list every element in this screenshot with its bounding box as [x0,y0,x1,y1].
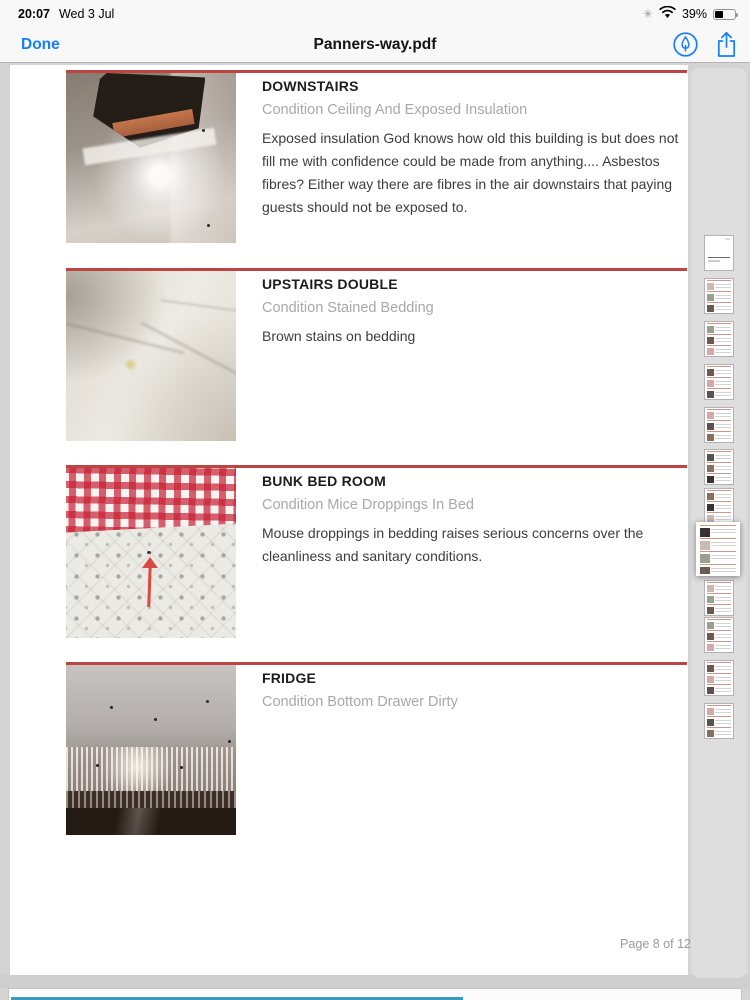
photo-ceiling-insulation [66,73,236,243]
thumb-row [707,719,731,726]
thumb-row [707,283,731,290]
thumb-rule [707,280,731,281]
thumb-row [707,412,731,419]
thumb-text-lines [715,586,731,592]
thumb-photo [707,326,714,333]
battery-icon [713,9,736,20]
thumb-text-lines [715,284,731,290]
bedding-crease [160,299,236,313]
condition-label: Condition Ceiling And Exposed Insulation [262,102,528,118]
thumb-text-lines [715,392,731,398]
bedding-crease [140,321,236,380]
thumb-rule [707,630,731,631]
photo-mouse-droppings-bed [66,468,236,638]
thumb-text-lines [711,568,736,574]
thumb-text-lines [715,505,731,511]
thumb-photo [707,337,714,344]
page-thumbnail-11[interactable] [704,660,734,696]
thumb-text-lines [715,413,731,419]
thumb-photo [707,687,714,694]
page-thumbnail-12[interactable] [704,703,734,739]
thumb-rule [707,501,731,502]
thumb-row [707,708,731,715]
thumb-cover-line [708,257,730,258]
entry-text [262,276,685,348]
page-thumbnail-6[interactable] [704,449,734,485]
battery-percent: 39% [681,7,707,21]
thumb-row [707,380,731,387]
section-body: Exposed insulation God knows how old this building is but does not fill me with confidence could be made from anything.... Asbestos fibres? Either way there are fibres in the air downstairs that paying guests should not be exposed to. [262,130,679,215]
thumb-photo [700,541,710,550]
date: Wed 3 Jul [58,7,115,21]
page-thumbnail-8[interactable] [696,522,740,576]
thumb-photo [707,633,714,640]
thumb-text-lines [715,327,731,333]
thumb-rule [707,604,731,605]
status-bar [0,0,750,26]
thumb-row [707,391,731,398]
page-thumbnail-7[interactable] [704,488,734,524]
thumb-text-lines [715,677,731,683]
thumb-photo [700,554,710,563]
thumb-photo [707,476,714,483]
section-body: Brown stains on bedding [262,328,416,344]
thumb-rule [707,727,731,728]
status-right [643,6,736,22]
thumb-text-lines [715,597,731,603]
thumb-rule [707,652,731,653]
thumb-row [707,423,731,430]
document-title: Panners-way.pdf [313,35,437,53]
condition-label: Condition Bottom Drawer Dirty [262,694,458,710]
battery-fill [715,11,723,18]
thumb-text-lines [715,666,731,672]
thumb-row [707,515,731,522]
nav-bar [0,26,750,63]
page-thumbnail-3[interactable] [704,321,734,357]
done-button[interactable]: Done [21,35,60,53]
thumb-photo [707,708,714,715]
thumb-rule [707,399,731,400]
thumb-photo [707,493,714,500]
section-title: FRIDGE [262,670,317,686]
thumb-rule [700,564,736,565]
thumb-text-lines [715,645,731,651]
thumb-rule [707,388,731,389]
fridge-back-wall [66,665,236,747]
thumb-rule [707,695,731,696]
thumb-row [707,305,731,312]
thumb-text-lines [715,634,731,640]
thumb-text-lines [715,709,731,715]
thumb-rule [707,291,731,292]
page-thumbnail-1[interactable] [704,235,734,271]
thumb-photo [707,454,714,461]
thumb-text-lines [715,306,731,312]
thumb-rule [707,462,731,463]
thumb-photo [707,730,714,737]
thumb-text-lines [715,623,731,629]
thumb-photo [707,504,714,511]
clock: 20:07 [18,7,50,21]
thumb-rule [707,420,731,421]
thumb-photo [707,585,714,592]
thumb-row [700,567,736,576]
photo-fridge-drawer [66,665,236,835]
fridge-glass-shelf [66,747,236,791]
thumb-photo [707,676,714,683]
thumb-rule [707,377,731,378]
thumb-photo [707,369,714,376]
thumb-rule [707,345,731,346]
thumb-row [707,454,731,461]
thumb-photo [700,567,710,576]
thumb-cover-mark [725,238,730,240]
activity-spinner-icon: ✳ [642,7,653,21]
thumb-row [707,585,731,592]
thumb-row [707,622,731,629]
thumb-text-lines [715,338,731,344]
thumb-photo [707,412,714,419]
section-title: UPSTAIRS DOUBLE [262,276,398,292]
thumb-text-lines [715,608,731,614]
thumb-rule [707,662,731,663]
thumbnail-strip[interactable] [691,68,747,978]
thumb-text-lines [715,435,731,441]
thumb-text-lines [715,731,731,737]
gingham-pillow [66,468,236,533]
entry-text [262,670,685,719]
page-gap [0,975,750,988]
thumb-row [707,665,731,672]
entry-text [262,78,685,219]
status-left [18,7,114,21]
dirt-specks [110,706,113,709]
thumb-photo [707,305,714,312]
thumb-rule [707,313,731,314]
thumb-row [700,554,736,563]
thumb-photo [707,465,714,472]
page-thumbnail-10[interactable] [704,617,734,653]
thumb-photo [707,622,714,629]
thumb-text-lines [715,295,731,301]
thumb-text-lines [715,370,731,376]
wifi-icon [659,6,676,22]
thumb-text-lines [715,349,731,355]
thumb-rule [707,705,731,706]
top-chrome [0,0,750,63]
thumb-text-lines [715,455,731,461]
thumb-rule [707,442,731,443]
nav-actions [672,31,738,58]
condition-label: Condition Stained Bedding [262,300,434,316]
thumb-text-lines [715,477,731,483]
thumb-photo [707,380,714,387]
entry-text [262,473,685,568]
thumb-text-lines [711,529,736,535]
page-number-footer: Page 8 of 12 [620,937,691,951]
thumb-rule [707,356,731,357]
thumb-text-lines [715,424,731,430]
thumb-rule [707,615,731,616]
thumb-row [707,607,731,614]
thumb-photo [707,294,714,301]
thumb-photo [707,283,714,290]
thumb-rule [707,641,731,642]
thumb-row [707,504,731,511]
thumb-row [700,541,736,550]
thumb-photo [707,596,714,603]
share-icon[interactable] [715,31,738,58]
thumb-rule [707,673,731,674]
thumb-row [707,687,731,694]
thumb-rule [707,431,731,432]
thumb-row [707,644,731,651]
markup-icon[interactable] [672,31,699,58]
condition-label: Condition Mice Droppings In Bed [262,497,474,513]
thumb-row [707,476,731,483]
wall-speck [207,224,210,227]
next-page-edge [8,988,742,1000]
page-thumbnail-4[interactable] [704,364,734,400]
thumb-photo [707,348,714,355]
thumb-photo [707,665,714,672]
page-thumbnail-5[interactable] [704,407,734,443]
thumb-rule [707,582,731,583]
photo-stained-bedding [66,271,236,441]
thumb-text-lines [715,494,731,500]
battery-nub [736,13,738,17]
thumb-text-lines [711,542,736,548]
thumb-rule [707,490,731,491]
section-title: BUNK BED ROOM [262,473,386,489]
thumb-rule [707,512,731,513]
thumb-photo [707,719,714,726]
page-thumbnail-9[interactable] [704,580,734,616]
thumb-text-lines [711,555,736,561]
thumb-rule [707,484,731,485]
thumb-rule [700,551,736,552]
thumb-text-lines [715,466,731,472]
thumb-row [707,465,731,472]
thumb-photo [707,607,714,614]
thumb-rule [707,684,731,685]
thumb-rule [707,334,731,335]
thumb-row [707,633,731,640]
thumb-rule [707,716,731,717]
fridge-bottom-drawer [66,808,236,835]
thumb-row [707,493,731,500]
thumb-row [707,596,731,603]
thumb-row [707,337,731,344]
thumb-rule [707,366,731,367]
thumb-rule [707,451,731,452]
section-body: Mouse droppings in bedding raises serious concerns over the cleanliness and sanitary conditions. [262,525,644,564]
thumb-row [707,294,731,301]
thumb-photo [707,515,714,522]
thumb-photo [707,434,714,441]
fridge-drawer-rail [66,791,236,808]
thumb-row [707,730,731,737]
thumb-rule [707,323,731,324]
thumb-photo [700,528,710,537]
thumb-photo [707,391,714,398]
thumb-photo [707,423,714,430]
thumb-cover-sub [708,260,720,262]
pdf-page[interactable] [10,65,691,975]
thumb-photo [707,644,714,651]
thumb-row [700,528,736,537]
thumb-rule [707,409,731,410]
page-thumbnail-2[interactable] [704,278,734,314]
thumb-row [707,369,731,376]
thumb-text-lines [715,381,731,387]
section-title: DOWNSTAIRS [262,78,359,94]
thumb-rule [707,473,731,474]
thumb-rule [707,619,731,620]
thumb-row [707,326,731,333]
thumb-rule [707,302,731,303]
thumb-rule [700,538,736,539]
thumb-text-lines [715,720,731,726]
thumb-rule [700,525,736,526]
thumb-row [707,434,731,441]
thumb-row [707,676,731,683]
thumb-text-lines [715,688,731,694]
thumb-rule [707,593,731,594]
thumb-row [707,348,731,355]
